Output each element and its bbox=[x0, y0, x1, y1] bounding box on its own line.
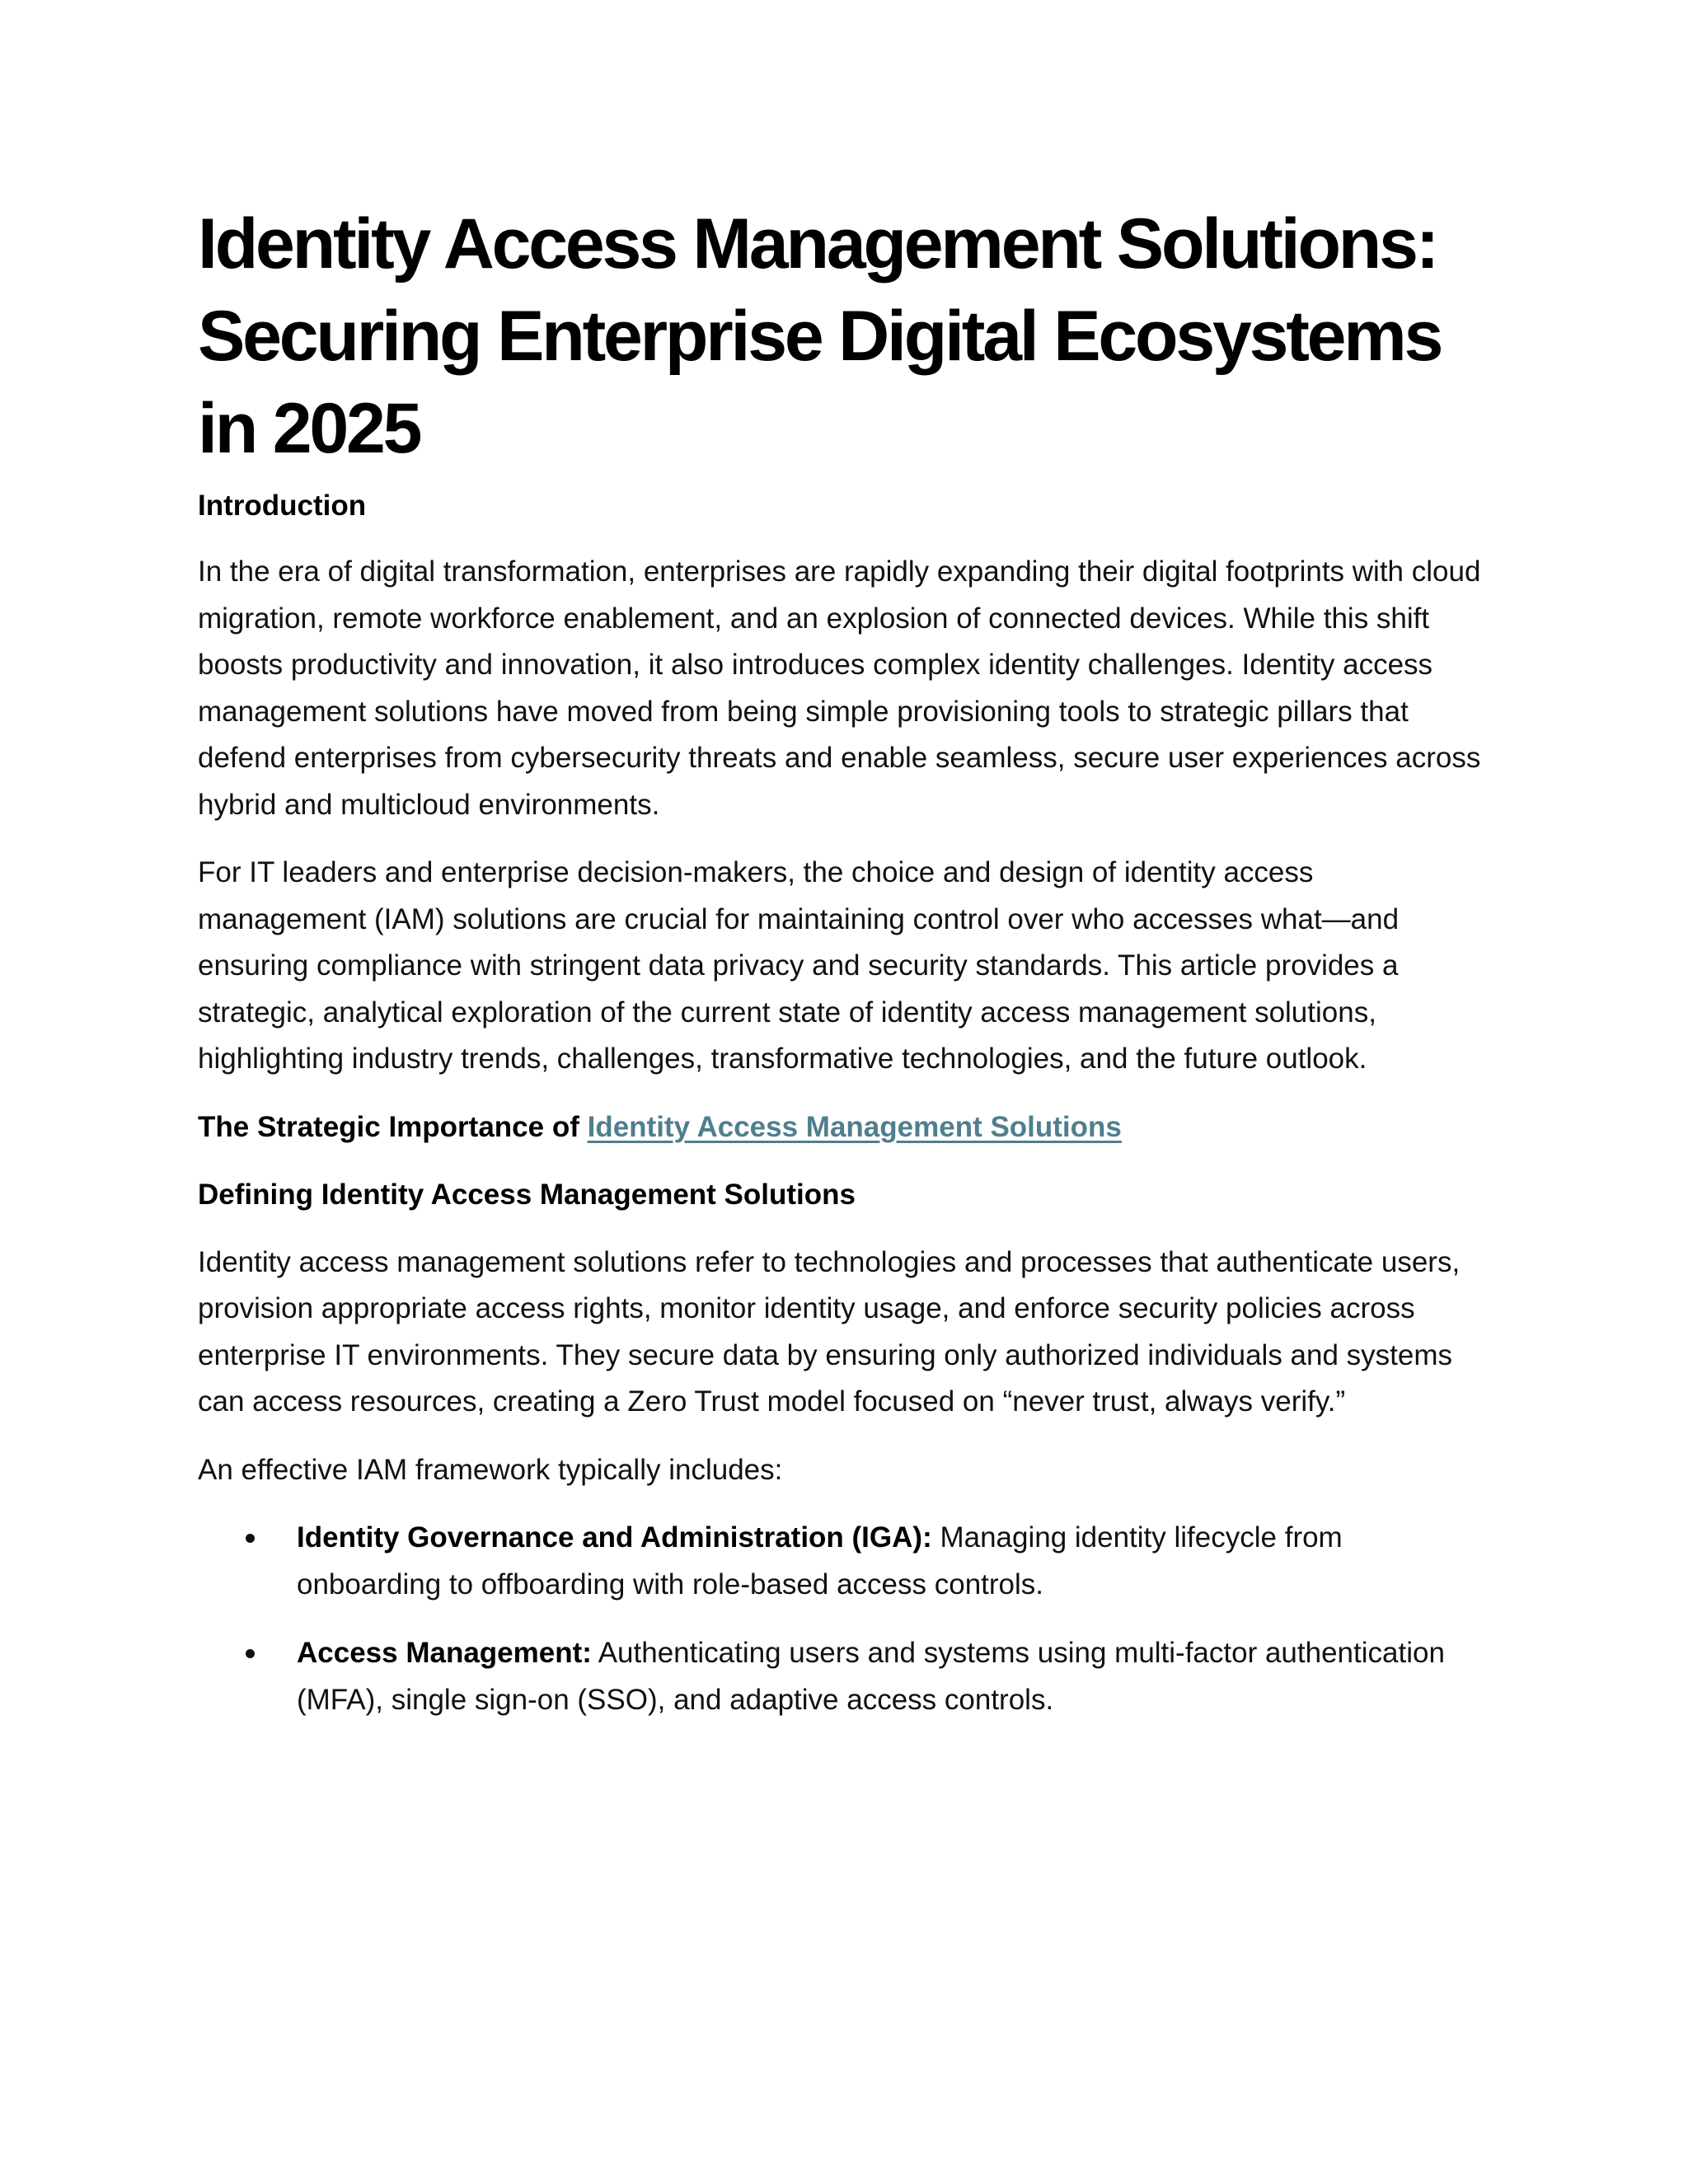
list-item bbox=[198, 1630, 1484, 1723]
strategic-heading-prefix: The Strategic Importance of bbox=[198, 1110, 588, 1143]
defining-heading: Defining Identity Access Management Solutions bbox=[198, 1178, 856, 1211]
strategic-importance-heading bbox=[198, 1104, 1484, 1151]
list-item-term: Access Management: bbox=[297, 1637, 592, 1669]
list-item-term: Identity Governance and Administration (IGA): bbox=[297, 1521, 932, 1554]
page-title: Identity Access Management Solutions: Securing Enterprise Digital Ecosystems in 2025 bbox=[198, 204, 1442, 468]
framework-intro: An effective IAM framework typically includes: bbox=[198, 1453, 783, 1486]
introduction-heading: Introduction bbox=[198, 490, 367, 522]
list-item bbox=[198, 1515, 1484, 1608]
list-item-text: Managing identity lifecycle from onboarding to offboarding with role-based access controls. bbox=[297, 1521, 1343, 1601]
bullet-icon bbox=[246, 1534, 255, 1543]
document-page bbox=[198, 198, 1484, 1723]
introduction-paragraph-1: In the era of digital transformation, enterprises are rapidly expanding their digital footprints with cloud migration, remote workforce enablement, and an explosion of connected devices. While this shift boosts productivity and innovation, it also introduces complex identity challenges. Identity access management solutions have moved from being simple provisioning tools to strategic pillars that defend enterprises from cybersecurity threats and enable seamless, secure user experiences across hybrid and multicloud environments. bbox=[198, 555, 1481, 821]
bullet-icon bbox=[246, 1649, 255, 1658]
introduction-paragraph-2: For IT leaders and enterprise decision-makers, the choice and design of identity access management (IAM) solutions are crucial for maintaining control over who accesses what—and ensuring compliance with stringent data privacy and security standards. This article provides a strategic, analytical exploration of the current state of identity access management solutions, highlighting industry trends, challenges, transformative technologies, and the future outlook. bbox=[198, 856, 1400, 1075]
framework-list bbox=[198, 1515, 1484, 1723]
defining-paragraph: Identity access management solutions refer to technologies and processes that authenticate users, provision appropriate access rights, monitor identity usage, and enforce security policies across enterprise IT environments. They secure data by ensuring only authorized individuals and systems can access resources, creating a Zero Trust model focused on “never trust, always verify.” bbox=[198, 1245, 1461, 1418]
list-item-text: Authenticating users and systems using multi-factor authentication (MFA), single sign-on (SSO), and adaptive access controls. bbox=[297, 1637, 1445, 1716]
iam-solutions-link[interactable]: Identity Access Management Solutions bbox=[587, 1110, 1122, 1143]
